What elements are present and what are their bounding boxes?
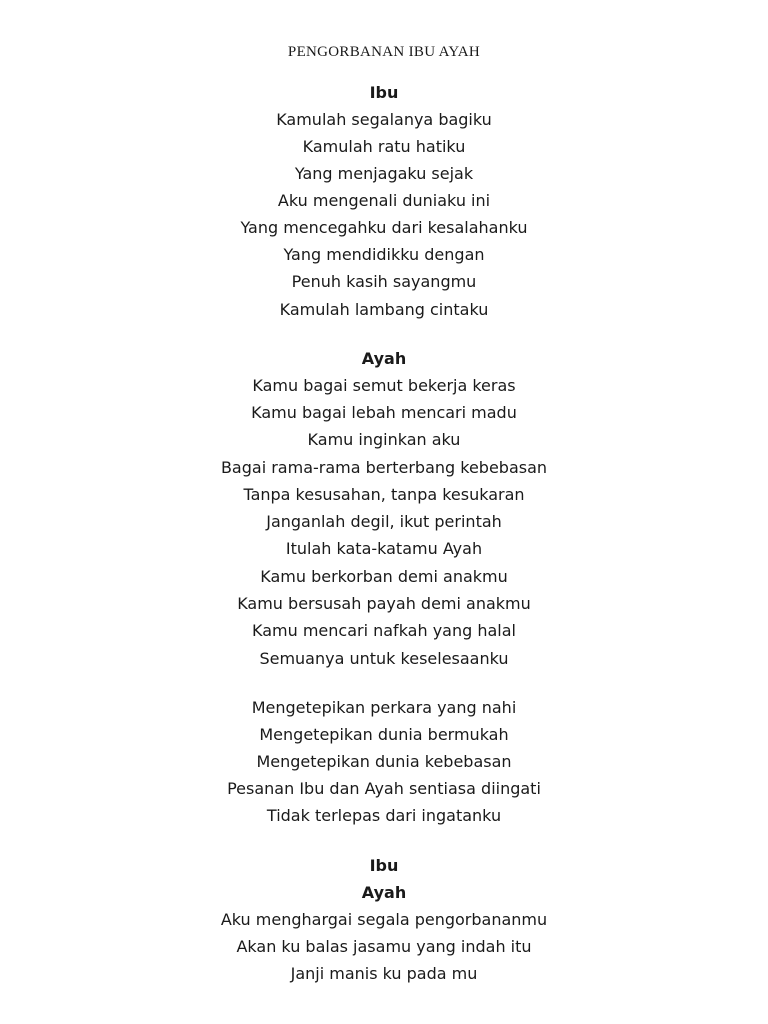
poem-line: Yang mencegahku dari kesalahanku bbox=[240, 218, 528, 237]
stanza-heading-ayah: Ayah bbox=[361, 349, 407, 368]
poem-line: Janji manis ku pada mu bbox=[290, 964, 478, 983]
poem-line: Aku mengenali duniaku ini bbox=[277, 191, 491, 210]
poem-line: Kamu mencari nafkah yang halal bbox=[252, 621, 516, 640]
poem-line: Kamu inginkan aku bbox=[307, 430, 461, 449]
poem-line: Aku menghargai segala pengorbananmu bbox=[220, 910, 548, 929]
document-title: PENGORBANAN IBU AYAH bbox=[287, 44, 481, 60]
poem-line: Mengetepikan perkara yang nahi bbox=[251, 698, 517, 717]
poem-line: Kamu bagai lebah mencari madu bbox=[251, 403, 517, 422]
poem-line: Bagai rama-rama berterbang kebebasan bbox=[220, 458, 548, 477]
poem-line: Kamulah segalanya bagiku bbox=[276, 110, 492, 129]
poem-line: Kamu berkorban demi anakmu bbox=[260, 567, 508, 586]
poem-line: Yang menjagaku sejak bbox=[294, 164, 474, 183]
poem-line: Yang mendidikku dengan bbox=[283, 245, 485, 264]
poem-line: Kamulah ratu hatiku bbox=[302, 137, 466, 156]
poem-line: Itulah kata-katamu Ayah bbox=[285, 539, 483, 558]
stanza-heading-ibu-2: Ibu bbox=[369, 856, 399, 875]
poem-line: Akan ku balas jasamu yang indah itu bbox=[236, 937, 532, 956]
poem-line: Tidak terlepas dari ingatanku bbox=[266, 806, 502, 825]
poem-line: Kamu bagai semut bekerja keras bbox=[252, 376, 516, 395]
poem-line: Semuanya untuk keselesaanku bbox=[259, 649, 509, 668]
poem-line: Kamulah lambang cintaku bbox=[279, 300, 489, 319]
poem-line: Mengetepikan dunia bermukah bbox=[259, 725, 509, 744]
poem-line: Mengetepikan dunia kebebasan bbox=[256, 752, 512, 771]
poem-line: Tanpa kesusahan, tanpa kesukaran bbox=[243, 485, 525, 504]
stanza-heading-ibu: Ibu bbox=[369, 83, 399, 102]
poem-line: Pesanan Ibu dan Ayah sentiasa diingati bbox=[227, 779, 541, 798]
poem-line: Janganlah degil, ikut perintah bbox=[266, 512, 502, 531]
stanza-heading-ayah-2: Ayah bbox=[361, 883, 407, 902]
poem-line: Penuh kasih sayangmu bbox=[291, 272, 477, 291]
poem-line: Kamu bersusah payah demi anakmu bbox=[237, 594, 531, 613]
